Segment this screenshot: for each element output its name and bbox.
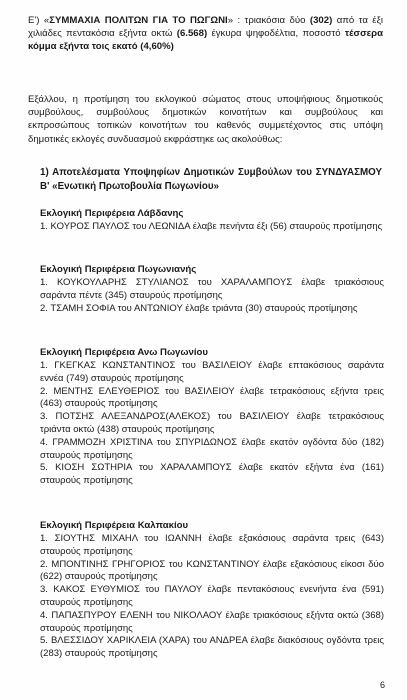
intro-mid1: » : τριακόσια δύο bbox=[227, 15, 310, 26]
candidate-item: 1. ΚΟΥΡΟΣ ΠΑΥΛΟΣ του ΛΕΩΝΙΔΑ έλαβε πενήντα έξι (56) σταυρούς προτίμησης bbox=[40, 221, 383, 232]
candidate-item: 1. ΓΚΕΓΚΑΣ ΚΩΝΣΤΑΝΤΙΝΟΣ του ΒΑΣΙΛΕΙΟΥ έλαβε επτακόσιους σαράντα εννέα (749) σταυρούς προτίμησης bbox=[40, 360, 384, 384]
region-kalpaki bbox=[40, 519, 384, 661]
region-ano-pogoni bbox=[40, 346, 384, 488]
party-name: ΣΥΜΜΑΧΙΑ ΠΟΛΙΤΩΝ ΓΙΑ ΤΟ ΠΩΓΩΝΙ bbox=[49, 15, 228, 26]
candidate-item: 2. ΤΣΑΜΗ ΣΟΦΙΑ του ΑΝΤΩΝΙΟΥ έλαβε τριάντα (30) σταυρούς προτίμησης bbox=[40, 302, 358, 314]
section-title: 1) Αποτελέσματα Υποψηφίων Δημοτικών Συμβούλων του ΣΥΝΔΥΑΣΜΟΥ Β' «Ενωτική Πρωτοβουλία Πωγωνίου» bbox=[40, 167, 382, 192]
region-title: Εκλογική Περιφέρεια Καλπακίου bbox=[40, 520, 189, 531]
candidate-item: 3. ΠΟΤΣΗΣ ΑΛΕΞΑΝΔΡΟΣ(ΑΛΕΚΟΣ) του ΒΑΣΙΛΕΙΟΥ έλαβε τετρακόσιους τριάντα οκτώ (438) σταυρούς προτίμησης bbox=[40, 411, 384, 435]
preference-paragraph: Εξάλλου, η προτίμηση του εκλογικού σώματος στους υποψήφιους δημοτικούς συμβούλους, συμβούλους δημοτικών κοινοτήτων και συμβούλους και εκπροσώπους τοπικών κοινοτήτων του καθενός συμμετέχοντος στις υπόψη δημοτικές εκλογές συνδυασμού εκφράστηκε ως ακολούθως: bbox=[28, 94, 383, 145]
region-title: Εκλογική Περιφέρεια Λάβδανης bbox=[40, 208, 184, 219]
candidate-item: 5. ΚΙΟΣΗ ΣΩΤΗΡΙΑ του ΧΑΡΑΛΑΜΠΟΥΣ έλαβε εκατόν εξήντα ένα (161) σταυρούς προτίμησης bbox=[40, 462, 384, 487]
page-number: 6 bbox=[379, 680, 385, 690]
intro-mid2: από τα έξι χιλιάδες πεντακόσια εξήντα οκτώ bbox=[28, 15, 383, 40]
intro-mid3: έγκυρα ψηφοδέλτια, ποσοστό bbox=[207, 28, 345, 40]
intro-num2: (6.568) bbox=[176, 28, 208, 40]
candidate-item: 4. ΓΡΑΜΜΟΖΗ ΧΡΙΣΤΙΝΑ του ΣΠΥΡΙΔΩΝΟΣ έλαβε εκατόν ογδόντα δύο (182) σταυρούς προτίμησης bbox=[40, 436, 384, 461]
candidate-item: 2. ΜΠΟΝΤΙΝΗΣ ΓΡΗΓΟΡΙΟΣ του ΚΩΝΣΤΑΝΤΙΝΟΥ έλαβε εξακόσιους είκοσι δύο (622) σταυρούς προτίμησης bbox=[40, 558, 384, 583]
intro-num1: (302) bbox=[309, 15, 333, 26]
region-title: Εκλογική Περιφέρεια Πωγωνιανής bbox=[40, 264, 197, 275]
candidate-item: 1. ΣΙΟΥΤΗΣ ΜΙΧΑΗΛ του ΙΩΑΝΝΗ έλαβε εξακόσιους σαράντα τρεις (643) σταυρούς προτίμησης bbox=[40, 533, 384, 557]
region-lavdani bbox=[40, 207, 384, 234]
intro-percentage: τέσσερα κόμμα εξήντα τοις εκατό (4,60%) bbox=[28, 28, 384, 53]
region-title: Εκλογική Περιφέρεια Ανω Πωγωνίου bbox=[40, 347, 208, 358]
region-pogoniani bbox=[40, 263, 384, 315]
candidate-item: 5. ΒΛΕΣΣΙΔΟΥ ΧΑΡΙΚΛΕΙΑ (ΧΑΡΑ) του ΑΝΔΡΕΑ έλαβε διακόσιους ογδόντα τρεις (283) σταυρούς προτίμησης bbox=[40, 635, 384, 660]
intro-paragraph bbox=[28, 14, 383, 54]
candidate-item: 1. ΚΟΥΚΟΥΛΑΡΗΣ ΣΤΥΛΙΑΝΟΣ του ΧΑΡΑΛΑΜΠΟΥΣ έλαβε τριακόσιους σαράντα πέντε (345) σταυρούς προτίμησης bbox=[40, 277, 384, 301]
candidate-item: 3. ΚΑΚΟΣ ΕΥΘΥΜΙΟΣ του ΠΑΥΛΟΥ έλαβε πεντακόσιους ενενήντα ένα (591) σταυρούς προτίμησης bbox=[40, 584, 384, 608]
candidate-item: 2. ΜΕΝΤΗΣ ΕΛΕΥΘΕΡΙΟΣ του ΒΑΣΙΛΕΙΟΥ έλαβε τετρακόσιους εξήντα τρεις (463) σταυρούς προτίμησης bbox=[40, 385, 384, 410]
intro-prefix: Ε') « bbox=[28, 15, 50, 26]
candidate-item: 4. ΠΑΠΑΣΠΥΡΟΥ ΕΛΕΝΗ του ΝΙΚΟΛΑΟΥ έλαβε τριακόσιους εξήντα οκτώ (368) σταυρούς προτίμησης bbox=[40, 609, 384, 634]
